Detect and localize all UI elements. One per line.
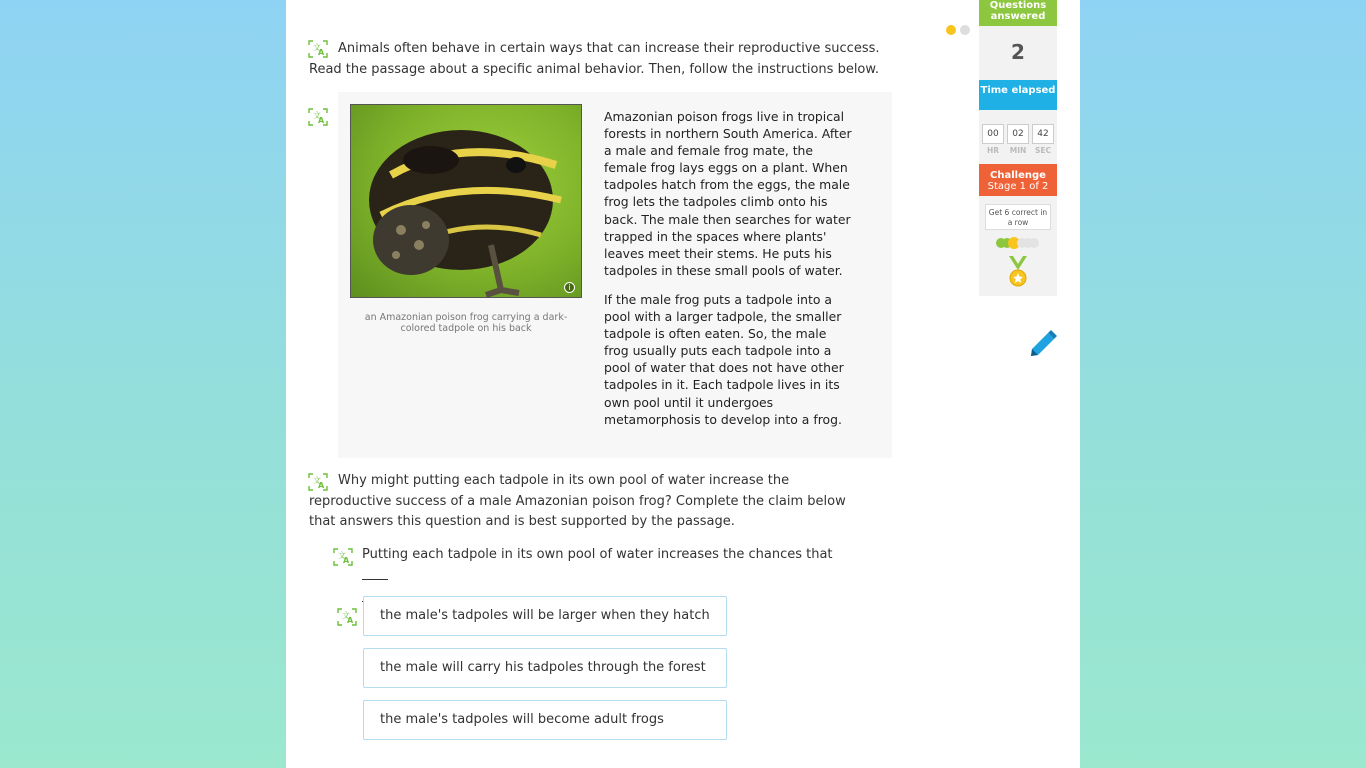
svg-text:A: A <box>318 481 325 490</box>
svg-text:文: 文 <box>338 551 346 560</box>
svg-text:文: 文 <box>313 43 321 52</box>
answer-blank <box>362 566 388 580</box>
timer-box <box>979 110 1057 164</box>
answer-choice-1[interactable]: the male's tadpoles will be larger when they hatch <box>363 596 727 636</box>
claim-text: Putting each tadpole in its own pool of water increases the chances that <box>362 547 833 562</box>
intro-text-content: Animals often behave in certain ways that can increase their reproductive success. Read the passage about a specific animal behavior. Then, follow the instructions below. <box>309 41 880 77</box>
challenge-box <box>979 196 1057 296</box>
progress-dots <box>946 20 974 39</box>
svg-text:A: A <box>347 616 354 625</box>
timer-minutes-label: MIN <box>1009 146 1027 155</box>
question-text-content: Why might putting each tadpole in its own pool of water increase the reproductive success of a male Amazonian poison frog? Complete the claim below that answers this question and is best supported by the passage. <box>309 473 846 529</box>
svg-text:A: A <box>318 116 325 125</box>
passage-paragraph-1: Amazonian poison frogs live in tropical forests in northern South America. After a male and female frog mate, the female frog lays eggs on a plant. When tadpoles hatch from the eggs, the male frog lets the tadpoles climb onto his back. The male then searches for water trapped in the spaces where plants' leaves meet their stems. He puts his tadpoles in these small pools of water. <box>604 109 852 278</box>
questions-answered-count: 2 <box>1011 40 1025 64</box>
intro-text <box>309 38 899 80</box>
challenge-label: Challenge <box>990 170 1046 181</box>
translate-icon[interactable] <box>337 608 357 626</box>
image-caption: an Amazonian poison frog carrying a dark-colored tadpole on his back <box>364 312 568 334</box>
timer-seconds: 42 <box>1032 124 1054 144</box>
challenge-header <box>979 164 1057 196</box>
passage-text <box>604 108 854 428</box>
timer-hours-label: HR <box>986 146 1000 155</box>
svg-text:A: A <box>343 556 350 565</box>
timer-minutes: 02 <box>1007 124 1029 144</box>
svg-text:文: 文 <box>313 476 321 485</box>
frog-illustration <box>351 105 582 298</box>
progress-dot-empty <box>960 25 970 35</box>
translate-icon[interactable] <box>308 108 328 126</box>
stage-label: Stage 1 of 2 <box>987 181 1049 192</box>
questions-answered-label: Questions answered <box>979 0 1057 26</box>
translate-icon[interactable] <box>333 548 353 566</box>
svg-text:文: 文 <box>342 611 350 620</box>
answer-choice-2[interactable]: the male will carry his tadpoles through the forest <box>363 648 727 688</box>
question-text <box>309 471 869 533</box>
svg-text:文: 文 <box>313 111 321 120</box>
challenge-goal: Get 6 correct in a row <box>985 204 1051 230</box>
medal-icon <box>1007 256 1029 288</box>
progress-dot-filled <box>946 25 956 35</box>
passage-paragraph-2: If the male frog puts a tadpole into a pool with a larger tadpole, the smaller tadpole is often eaten. So, the male frog usually puts each tadpole into a pool of water that does not have other tadpoles in it. Each tadpole lives in its own pool until it undergoes metamorphosis to develop into a frog. <box>604 291 844 427</box>
svg-text:A: A <box>318 48 325 57</box>
timer-seconds-label: SEC <box>1034 146 1052 155</box>
timer <box>982 124 1054 158</box>
streak-meter-icon <box>995 236 1041 250</box>
questions-answered-box <box>979 26 1057 80</box>
image-info-icon[interactable]: i <box>564 282 575 293</box>
frog-photo <box>350 104 582 298</box>
time-elapsed-label: Time elapsed <box>979 80 1057 110</box>
answer-choice-3[interactable]: the male's tadpoles will become adult frogs <box>363 700 727 740</box>
passage-panel <box>338 92 892 458</box>
question-page <box>286 0 1080 768</box>
timer-hours: 00 <box>982 124 1004 144</box>
scratchpad-pencil-icon[interactable] <box>1028 327 1058 361</box>
